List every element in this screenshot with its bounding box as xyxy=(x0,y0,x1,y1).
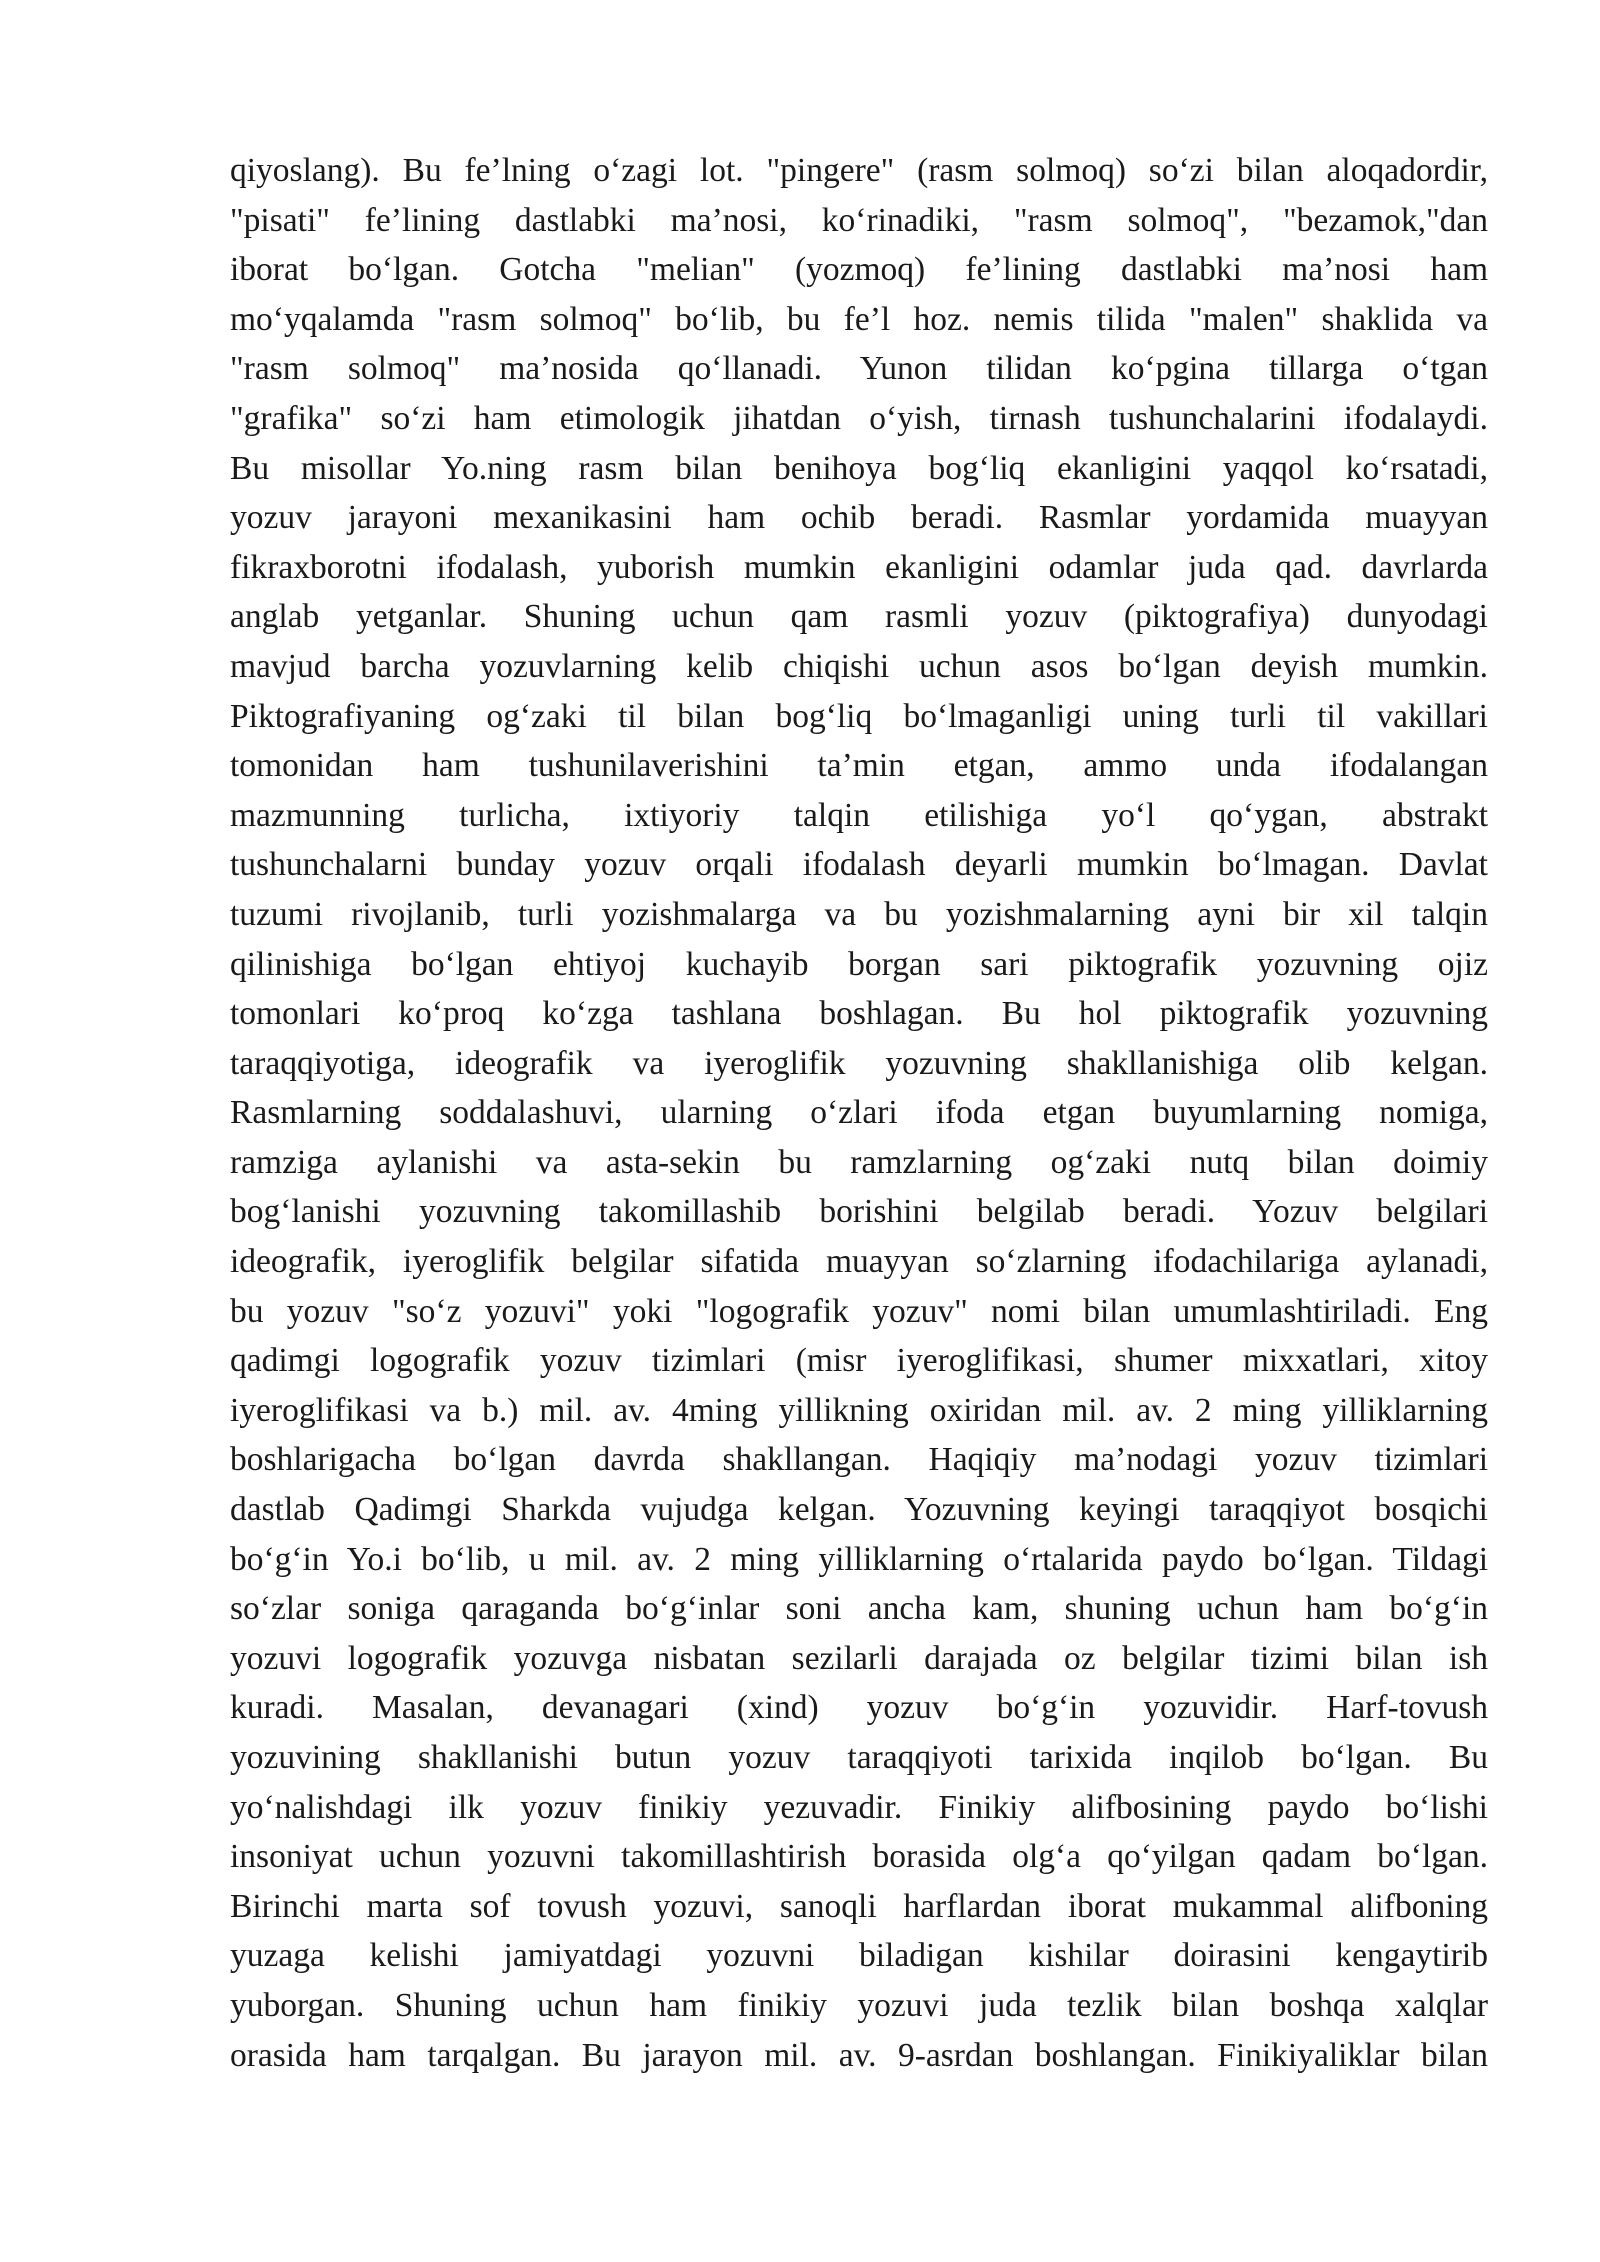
text-line xyxy=(230,1485,1488,1535)
text-line-content: so‘zlar soniga qaraganda bo‘g‘inlar soni ancha kam, shuning uchun ham bo‘g‘in xyxy=(230,1590,1488,1628)
text-line-content: yozuv jarayoni mexanikasini ham ochib beradi. Rasmlar yordamida muayyan xyxy=(230,499,1488,537)
text-line-content: fikraxborotni ifodalash, yuborish mumkin ekanligini odamlar juda qad. davrlarda xyxy=(230,548,1488,586)
text-line-content: qilinishiga bo‘lgan ehtiyoj kuchayib borgan sari piktografik yozuvning ojiz xyxy=(230,945,1488,983)
text-line-content: anglab yetganlar. Shuning uchun qam rasmli yozuv (piktografiya) dunyodagi xyxy=(230,598,1488,636)
text-line xyxy=(230,1187,1488,1237)
text-line-content: insoniyat uchun yozuvni takomillashtirish borasida olg‘a qo‘yilgan qadam bo‘lgan. xyxy=(230,1838,1488,1876)
text-line xyxy=(230,1634,1488,1684)
text-line-content: yuzaga kelishi jamiyatdagi yozuvni biladigan kishilar doirasini kengaytirib xyxy=(230,1937,1488,1975)
text-line xyxy=(230,1138,1488,1188)
text-line xyxy=(230,1039,1488,1089)
text-line-content: bo‘g‘in Yo.i bo‘lib, u mil. av. 2 ming yilliklarning o‘rtalarida paydo bo‘lgan. Tildagi xyxy=(230,1540,1488,1578)
text-line xyxy=(230,1237,1488,1287)
text-line xyxy=(230,1683,1488,1733)
text-line-content: tomonidan ham tushunilaverishini ta’min etgan, ammo unda ifodalangan xyxy=(230,747,1488,785)
text-line xyxy=(230,890,1488,940)
text-line-content: yuborgan. Shuning uchun ham finikiy yozuvi juda tezlik bilan boshqa xalqlar xyxy=(230,1986,1488,2024)
text-line-content: iyeroglifikasi va b.) mil. av. 4ming yillikning oxiridan mil. av. 2 ming yilliklarning xyxy=(230,1391,1488,1429)
text-line xyxy=(230,1733,1488,1783)
text-line-content: qadimgi logografik yozuv tizimlari (misr iyeroglifikasi, shumer mixxatlari, xitoy xyxy=(230,1342,1488,1380)
text-line xyxy=(230,1783,1488,1833)
text-line xyxy=(230,741,1488,791)
text-line xyxy=(230,1882,1488,1932)
text-line-content: yozuvi logografik yozuvga nisbatan sezilarli darajada oz belgilar tizimi bilan ish xyxy=(230,1639,1488,1677)
text-line xyxy=(230,146,1488,196)
text-line-content: Piktografiyaning og‘zaki til bilan bog‘liq bo‘lmaganligi uning turli til vakillari xyxy=(230,697,1488,735)
text-line xyxy=(230,989,1488,1039)
text-line xyxy=(230,1931,1488,1981)
body-text xyxy=(230,146,1488,2080)
text-line xyxy=(230,840,1488,890)
text-line-content: tuzumi rivojlanib, turli yozishmalarga va bu yozishmalarning ayni bir xil talqin xyxy=(230,895,1488,933)
text-line xyxy=(230,196,1488,246)
text-line-content: "grafika" so‘zi ham etimologik jihatdan o‘yish, tirnash tushunchalarini ifodalaydi. xyxy=(230,399,1488,437)
text-line-content: ramziga aylanishi va asta-sekin bu ramzlarning og‘zaki nutq bilan doimiy xyxy=(230,1143,1488,1181)
text-line-content: bog‘lanishi yozuvning takomillashib borishini belgilab beradi. Yozuv belgilari xyxy=(230,1193,1488,1231)
text-line-content: taraqqiyotiga, ideografik va iyeroglifik yozuvning shakllanishiga olib kelgan. xyxy=(230,1044,1488,1082)
text-line xyxy=(230,642,1488,692)
text-line-content: ideografik, iyeroglifik belgilar sifatida muayyan so‘zlarning ifodachilariga aylanadi, xyxy=(230,1243,1488,1281)
text-line-content: boshlarigacha bo‘lgan davrda shakllangan. Haqiqiy ma’nodagi yozuv tizimlari xyxy=(230,1441,1488,1479)
text-line-content: "pisati" fe’lining dastlabki ma’nosi, ko‘rinadiki, "rasm solmoq", "bezamok,"dan xyxy=(230,201,1488,239)
text-line xyxy=(230,543,1488,593)
text-line-content: orasida ham tarqalgan. Bu jarayon mil. av. 9-asrdan boshlangan. Finikiyaliklar bilan xyxy=(230,2036,1488,2074)
text-line-content: bu yozuv "so‘z yozuvi" yoki "logografik yozuv" nomi bilan umumlashtiriladi. Eng xyxy=(230,1292,1488,1330)
text-line xyxy=(230,940,1488,990)
text-line xyxy=(230,493,1488,543)
text-line xyxy=(230,1336,1488,1386)
text-line-content: yo‘nalishdagi ilk yozuv finikiy yezuvadir. Finikiy alifbosining paydo bo‘lishi xyxy=(230,1788,1488,1826)
text-line-content: kuradi. Masalan, devanagari (xind) yozuv bo‘g‘in yozuvidir. Harf-tovush xyxy=(230,1689,1488,1727)
text-line-content: tushunchalarni bunday yozuv orqali ifodalash deyarli mumkin bo‘lmagan. Davlat xyxy=(230,846,1488,884)
text-line xyxy=(230,1535,1488,1585)
text-line-content: dastlab Qadimgi Sharkda vujudga kelgan. Yozuvning keyingi taraqqiyot bosqichi xyxy=(230,1491,1488,1529)
text-line-content: yozuvining shakllanishi butun yozuv taraqqiyoti tarixida inqilob bo‘lgan. Bu xyxy=(230,1739,1488,1776)
text-line xyxy=(230,1435,1488,1485)
text-line-content: Birinchi marta sof tovush yozuvi, sanoqli harflardan iborat mukammal alifboning xyxy=(230,1887,1488,1925)
text-line xyxy=(230,1386,1488,1436)
text-line xyxy=(230,245,1488,295)
text-line-content: iborat bo‘lgan. Gotcha "melian" (yozmoq) fe’lining dastlabki ma’nosi ham xyxy=(230,251,1488,289)
text-line xyxy=(230,2031,1488,2081)
text-line xyxy=(230,692,1488,742)
text-line-content: "rasm solmoq" ma’nosida qo‘llanadi. Yunon tilidan ko‘pgina tillarga o‘tgan xyxy=(230,350,1488,388)
text-line-content: tomonlari ko‘proq ko‘zga tashlana boshlagan. Bu hol piktografik yozuvning xyxy=(230,995,1488,1033)
text-line xyxy=(230,394,1488,444)
text-line xyxy=(230,1287,1488,1337)
text-line xyxy=(230,1088,1488,1138)
text-line-content: mo‘yqalamda "rasm solmoq" bo‘lib, bu fe’l hoz. nemis tilida "malen" shaklida va xyxy=(230,300,1488,338)
text-line xyxy=(230,1584,1488,1634)
text-line-content: Rasmlarning soddalashuvi, ularning o‘zlari ifoda etgan buyumlarning nomiga, xyxy=(230,1094,1488,1132)
text-line xyxy=(230,1981,1488,2031)
text-line-content: qiyoslang). Bu fe’lning o‘zagi lot. "pingere" (rasm solmoq) so‘zi bilan aloqadordir, xyxy=(230,152,1488,189)
text-line xyxy=(230,444,1488,494)
text-line xyxy=(230,344,1488,394)
text-line xyxy=(230,1832,1488,1882)
text-line xyxy=(230,592,1488,642)
text-line-content: Bu misollar Yo.ning rasm bilan benihoya bog‘liq ekanligini yaqqol ko‘rsatadi, xyxy=(230,449,1488,487)
text-line xyxy=(230,791,1488,841)
text-line-content: mavjud barcha yozuvlarning kelib chiqishi uchun asos bo‘lgan deyish mumkin. xyxy=(230,647,1488,685)
text-line-content: mazmunning turlicha, ixtiyoriy talqin etilishiga yo‘l qo‘ygan, abstrakt xyxy=(230,796,1488,834)
text-line xyxy=(230,295,1488,345)
